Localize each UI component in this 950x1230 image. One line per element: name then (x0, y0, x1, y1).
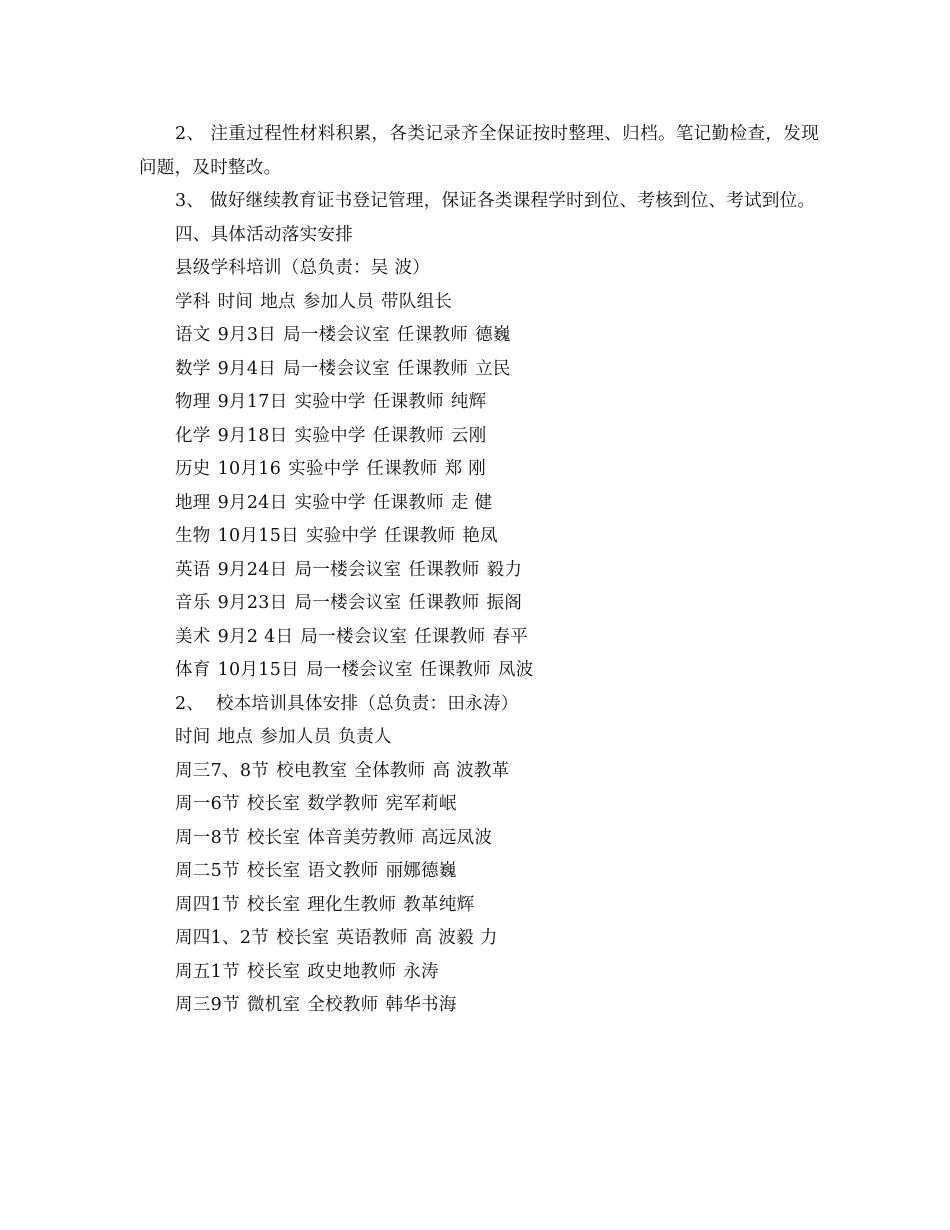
table-row (139, 386, 819, 420)
participants-cell: 英语教师 (336, 928, 408, 948)
table-row (139, 353, 819, 387)
participants-cell: 任课教师 (408, 559, 480, 580)
location-cell: 校电教室 (276, 760, 348, 781)
subject-cell: 美术 (175, 626, 211, 647)
date-cell: 9月23日 (217, 593, 288, 613)
table-row (139, 922, 819, 956)
leader-cell: 德巍 (475, 325, 511, 345)
location-cell: 实验中学 (294, 425, 366, 446)
leader-cell: 教革纯辉 (403, 894, 475, 915)
participants-cell: 任课教师 (372, 425, 444, 446)
time-cell: 周五1节 (175, 961, 240, 982)
leader-cell: 振阁 (486, 593, 523, 613)
leader-cell: 韩华书海 (385, 995, 457, 1015)
leader-cell: 丽娜德巍 (385, 861, 457, 881)
location-cell: 局一楼会议室 (294, 593, 402, 613)
time-cell: 周二5节 (175, 861, 240, 881)
header-cell: 负责人 (338, 727, 392, 747)
location-cell: 微机室 (246, 995, 301, 1015)
time-cell: 周四1、2节 (175, 928, 270, 948)
table-row (139, 755, 819, 789)
time-cell: 周三7、8节 (175, 760, 270, 781)
table-row (139, 420, 819, 454)
participants-cell: 任课教师 (372, 392, 444, 412)
leader-cell: 高 波毅 力 (414, 928, 498, 948)
county-training-table (139, 286, 819, 688)
date-cell: 10月15日 (217, 526, 299, 546)
location-cell: 校长室 (246, 961, 301, 982)
school-training-title: 2、 校本培训具体安排（总负责：田永涛） (175, 693, 519, 714)
location-cell: 局一楼会议室 (283, 358, 390, 379)
leader-cell: 高 波教革 (432, 760, 510, 781)
location-cell: 校长室 (246, 827, 301, 848)
participants-cell: 任课教师 (396, 325, 469, 345)
table-row (139, 319, 819, 353)
leader-cell: 艳凤 (462, 526, 498, 546)
school-table-header (139, 721, 819, 755)
date-cell: 9月24日 (217, 492, 288, 513)
location-cell: 局一楼会议室 (294, 559, 402, 580)
subject-cell: 体育 (175, 660, 211, 680)
participants-cell: 任课教师 (396, 358, 469, 379)
participants-cell: 任课教师 (384, 526, 456, 546)
table-row (139, 520, 819, 554)
date-cell: 9月18日 (217, 425, 288, 446)
header-cell: 学科 (175, 291, 211, 312)
participants-cell: 体音美劳教师 (307, 827, 415, 848)
location-cell: 局一楼会议室 (305, 660, 413, 680)
participants-cell: 数学教师 (307, 794, 379, 814)
school-training-table (139, 721, 819, 1023)
table-row (139, 654, 819, 688)
header-cell: 地点 (260, 291, 296, 312)
table-row (139, 587, 819, 621)
date-cell: 9月4日 (217, 358, 277, 379)
table-row (139, 956, 819, 990)
date-cell: 9月24日 (217, 559, 288, 580)
section-heading: 四、具体活动落实安排 (175, 224, 353, 245)
location-cell: 局一楼会议室 (283, 325, 390, 345)
time-cell: 周四1节 (175, 894, 240, 915)
table-row (139, 889, 819, 923)
leader-cell: 高远凤波 (421, 827, 493, 848)
date-cell: 9月17日 (217, 392, 288, 412)
header-cell: 时间 (175, 727, 211, 747)
header-cell: 带队组长 (381, 291, 453, 312)
table-row (139, 621, 819, 655)
location-cell: 实验中学 (294, 392, 366, 412)
participants-cell: 全体教师 (354, 760, 426, 781)
location-cell: 实验中学 (294, 492, 366, 513)
leader-cell: 郑 刚 (444, 459, 487, 479)
header-cell: 时间 (217, 291, 254, 312)
participants-cell: 语文教师 (307, 861, 379, 881)
participants-cell: 政史地教师 (307, 961, 397, 982)
leader-cell: 走 健 (450, 492, 493, 513)
subject-cell: 音乐 (175, 593, 211, 613)
table-row (139, 788, 819, 822)
time-cell: 周一8节 (175, 827, 240, 848)
table-row (139, 453, 819, 487)
table-row (139, 822, 819, 856)
date-cell: 10月15日 (217, 660, 299, 680)
participants-cell: 任课教师 (414, 626, 486, 647)
table-row (139, 989, 819, 1023)
subject-cell: 英语 (175, 559, 211, 580)
subject-cell: 物理 (175, 392, 211, 412)
subject-cell: 化学 (175, 425, 211, 446)
participants-cell: 全校教师 (307, 995, 379, 1015)
participants-cell: 任课教师 (408, 593, 480, 613)
date-cell: 10月16 (217, 459, 282, 479)
header-cell: 参加人员 (260, 727, 332, 747)
leader-cell: 纯辉 (450, 392, 487, 412)
location-cell: 实验中学 (288, 459, 360, 479)
location-cell: 实验中学 (305, 526, 378, 546)
participants-cell: 理化生教师 (307, 894, 397, 915)
table-row (139, 855, 819, 889)
leader-cell: 立民 (475, 358, 511, 379)
date-cell: 9月2 4日 (217, 626, 294, 647)
subject-cell: 历史 (175, 459, 211, 479)
location-cell: 校长室 (246, 894, 301, 915)
subject-cell: 语文 (175, 325, 211, 345)
subject-cell: 数学 (175, 358, 211, 379)
paragraph-item-2: 2、 注重过程性材料积累，各类记录齐全保证按时整理、归档。笔记勤检查，发现问题，及时整改。 (139, 124, 819, 178)
table-row (139, 487, 819, 521)
leader-cell: 云刚 (450, 425, 487, 446)
leader-cell: 宪军莉岷 (385, 794, 457, 814)
subject-cell: 地理 (175, 492, 211, 513)
subject-cell: 生物 (175, 526, 211, 546)
header-cell: 地点 (217, 727, 254, 747)
location-cell: 校长室 (276, 928, 330, 948)
participants-cell: 任课教师 (366, 459, 438, 479)
leader-cell: 春平 (492, 626, 528, 647)
leader-cell: 毅力 (486, 559, 523, 580)
leader-cell: 凤波 (497, 660, 534, 680)
paragraph-item-3: 3、 做好继续教育证书登记管理，保证各类课程学时到位、考核到位、考试到位。 (175, 191, 816, 211)
table-row (139, 554, 819, 588)
participants-cell: 任课教师 (419, 660, 491, 680)
location-cell: 校长室 (246, 861, 301, 881)
location-cell: 局一楼会议室 (300, 626, 408, 647)
date-cell: 9月3日 (217, 325, 277, 345)
county-training-title: 县级学科培训（总负责：吴 波） (175, 258, 431, 278)
leader-cell: 永涛 (403, 961, 439, 982)
header-cell: 参加人员 (302, 291, 375, 312)
time-cell: 周一6节 (175, 794, 240, 814)
time-cell: 周三9节 (175, 995, 240, 1015)
county-table-header (139, 286, 819, 320)
location-cell: 校长室 (246, 794, 301, 814)
document-body (139, 118, 819, 1023)
participants-cell: 任课教师 (372, 492, 444, 513)
